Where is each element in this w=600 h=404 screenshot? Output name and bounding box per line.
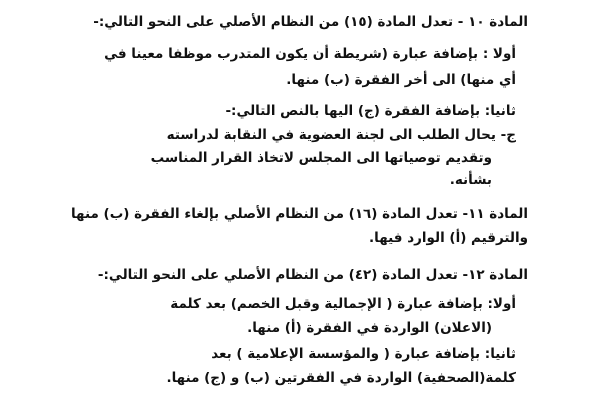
article-12-first-clause: أولا: بإضافة عبارة ( الإجمالية وقبل الخصم) بعد كلمة — [170, 296, 516, 312]
article-11-heading-cont: والترقيم (أ) الوارد فيها. — [369, 230, 528, 246]
article-12-second-clause: ثانيا: بإضافة عبارة ( والمؤسسة الإعلامية ) بعد — [211, 346, 516, 362]
article-10-heading: المادة ١٠ - تعدل المادة (١٥) من النظام الأصلي على النحو التالي:- — [93, 14, 528, 30]
article-12-heading: المادة ١٢- تعدل المادة (٤٢) من النظام الأصلي على النحو التالي:- — [97, 267, 528, 283]
article-12-first-clause-cont: (الاعلان) الواردة في الفقرة (أ) منها. — [247, 320, 492, 336]
paragraph-c-text-end: بشأنه. — [449, 172, 492, 188]
paragraph-c-text: ج- يحال الطلب الى لجنة العضوية في النقابة لدراسته — [166, 127, 516, 143]
article-12-second-clause-cont: كلمة(الصحفية) الواردة في الفقرتين (ب) و (ج) منها. — [166, 370, 516, 386]
article-10-second-clause: ثانيا: بإضافة الفقرة (ج) اليها بالنص التالي:- — [225, 103, 516, 119]
article-11-heading: المادة ١١- تعدل المادة (١٦) من النظام الأصلي بإلغاء الفقرة (ب) منها — [70, 206, 528, 222]
article-10-first-clause: أولا : بإضافة عبارة (شريطة أن يكون المتدرب موظفا معينا في — [104, 46, 516, 62]
paragraph-c-text-cont: وتقديم توصياتها الى المجلس لاتخاذ القرار المناسب — [150, 150, 492, 166]
article-10-first-clause-cont: أي منها) الى أخر الفقرة (ب) منها. — [286, 72, 516, 88]
